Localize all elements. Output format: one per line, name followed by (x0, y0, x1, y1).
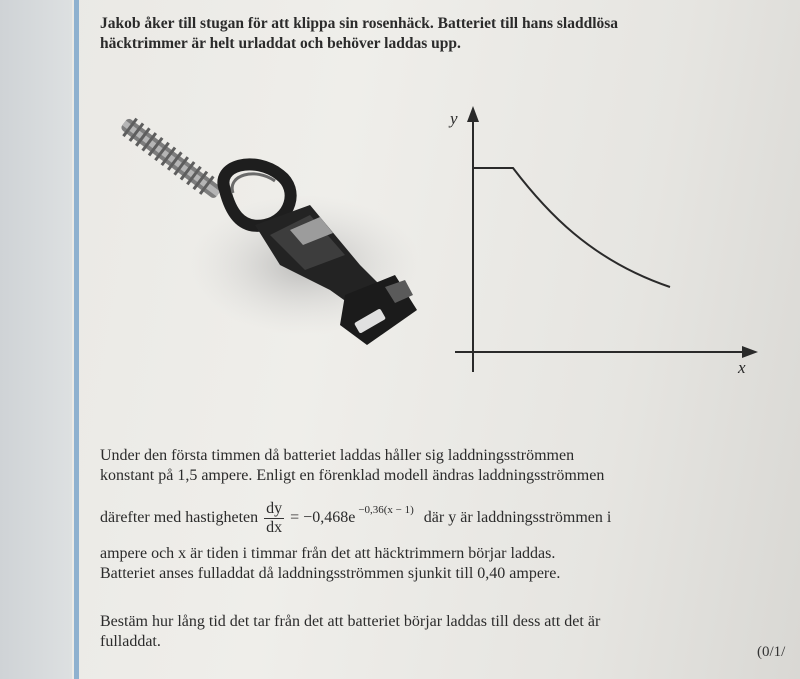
formula-exponent: −0,36(x − 1) (358, 504, 414, 517)
current-graph (440, 100, 770, 390)
margin-rule (74, 0, 79, 679)
intro-line-2: häcktrimmer är helt urladdat och behöver laddas upp. (100, 35, 461, 52)
formula-prefix: därefter med hastigheten (100, 509, 259, 527)
intro-line-1: Jakob åker till stugan för att klippa sin rosenhäck. Batteriet till hans sladdlösa (100, 15, 619, 32)
paragraph-2 (100, 544, 760, 584)
y-axis-arrow (467, 106, 479, 122)
formula-line (100, 500, 611, 537)
y-axis-label: y (450, 109, 458, 128)
question-line-2: fulladdat. (100, 633, 161, 650)
paragraph-1 (100, 446, 760, 486)
paragraph-2-line-2: Batteriet anses fulladdat då laddningsströmmen sjunkit till 0,40 ampere. (100, 565, 561, 582)
question-text (100, 612, 760, 652)
x-axis-arrow (742, 346, 758, 358)
formula-rhs: = −0,468e (290, 509, 356, 527)
derivative-fraction (264, 500, 284, 537)
score-marker: (0/1/ (757, 644, 786, 660)
page-margin (0, 0, 72, 679)
question-line-1: Bestäm hur lång tid det tar från det att batteriet börjar laddas till dess att det är (100, 613, 601, 630)
formula-suffix: där y är laddningsströmmen i (423, 509, 612, 527)
paragraph-1-line-2: konstant på 1,5 ampere. Enligt en förenklad modell ändras laddningsströmmen (100, 467, 605, 484)
paragraph-1-line-1: Under den första timmen då batteriet laddas håller sig laddningsströmmen (100, 447, 575, 464)
current-curve (473, 168, 670, 287)
intro-text (100, 14, 618, 54)
fraction-denominator: dx (266, 519, 283, 536)
fraction-numerator: dy (266, 500, 283, 517)
x-axis-label: x (738, 358, 746, 377)
paragraph-2-line-1: ampere och x är tiden i timmar från det att häcktrimmern börjar laddas. (100, 545, 556, 562)
hedge-trimmer-image (105, 115, 425, 365)
